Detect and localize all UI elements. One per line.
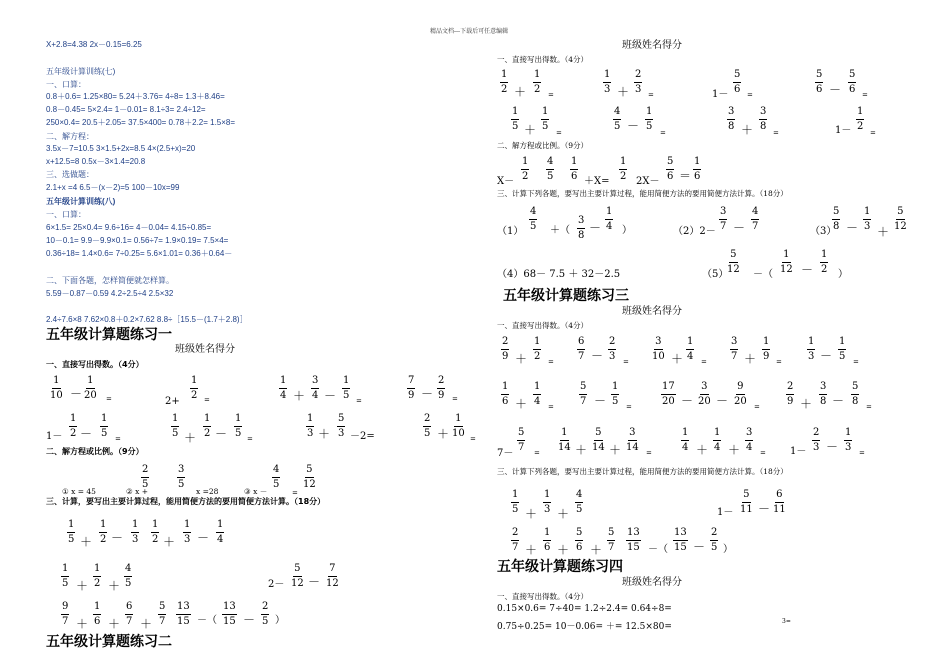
section-label: 二、下面各题，怎样简便就怎样算。 <box>46 276 174 285</box>
subtitle: 班级姓名得分 <box>622 40 682 51</box>
equation: ③ x － <box>244 487 268 496</box>
section-label: 一、口算： <box>46 80 86 89</box>
fraction: 7 9 <box>408 375 415 401</box>
text-line: 2.1+x =4 6.5－(x－2)=5 100－10x=99 <box>46 183 180 192</box>
question-label: （5） <box>702 269 729 280</box>
equation: ① x = 45 <box>62 487 96 496</box>
page-title: 五年级计算题练习四 <box>497 559 623 575</box>
text-line: 0.36÷18= 1.4×0.6= 7÷0.25= 5.6×1.01= 0.36＋0.64－ <box>46 249 233 258</box>
question-label: （2）2－ <box>673 226 716 237</box>
page-title: 五年级计算题练习一 <box>46 327 172 343</box>
page-title: 五年级计算题练习三 <box>503 288 629 304</box>
section-label: 三、选做题： <box>46 170 94 179</box>
question-label: （4）68－ 7.5 ＋ 32－2.5 <box>497 269 621 280</box>
fraction: 1 2 <box>191 375 198 401</box>
question-label: （1） <box>497 226 524 237</box>
subtitle: 班级姓名得分 <box>622 577 682 588</box>
section-label: 一、口算： <box>46 210 86 219</box>
text-line: 0.8＋0.6= 1.25×80= 5.24＋3.76= 4÷8= 1.3＋8.46= <box>46 92 225 101</box>
fraction: 1 5 <box>343 375 350 401</box>
text-line: 250×0.4= 20.5＋2.05= 37.5×400= 0.78＋2.2= 1.5×8= <box>46 118 236 127</box>
question-label: （3） <box>810 226 837 237</box>
section-title: 五年级计算训练(七) <box>46 67 116 76</box>
equation: X－ <box>497 176 515 187</box>
text-line: 3= <box>782 618 791 625</box>
section-label: 一、直接写出得数。（4分） <box>497 321 589 330</box>
text-line: 0.15×0.6= 7÷40= 1.2÷2.4= 0.64÷8= <box>497 604 672 614</box>
text-line: 3.5x－7=10.5 3×1.5+2x=8.5 4×(2.5+x)=20 <box>46 144 196 153</box>
text-line: 6×1.5= 25×0.4= 9.6÷16= 4－0.04= 4.15÷0.85= <box>46 223 212 232</box>
section-label: 一、直接写出得数。（4分） <box>497 592 589 601</box>
fraction: 1 4 <box>280 375 287 401</box>
section-label: 二、解方程或比例。（9分） <box>46 447 144 456</box>
section-label: 二、解方程： <box>46 132 94 141</box>
equation: ＋X= <box>584 176 610 187</box>
fraction: 1 20 <box>84 375 97 401</box>
section-label: 三、计算下列各题，要写出主要计算过程，能用简便方法的要用简便方法计算。（18分） <box>497 189 788 198</box>
section-label: 一、直接写出得数。（4分） <box>46 360 144 369</box>
page-title: 五年级计算题练习二 <box>46 634 172 650</box>
equation: ② x + <box>126 487 149 496</box>
expression-start: 7－ <box>497 448 514 459</box>
equation: 2X－ <box>636 176 660 187</box>
text-line: X+2.8=4.38 2x－0.15=6.25 <box>46 40 142 49</box>
section-label: 三、计算下列各题，要写出主要计算过程，能用简便方法的要用简便方法计算。（18分） <box>497 467 788 476</box>
page-header-note: 精品文档---下载后可任意编辑 <box>430 28 509 35</box>
text-line: x+12.5=8 0.5x－3×1.4=20.8 <box>46 157 146 166</box>
section-title: 五年级计算训练(八) <box>46 197 116 206</box>
fraction: 2 9 <box>438 375 445 401</box>
text-line: 2.4÷7.6×8 7.62×0.8＋0.2×7.62 8.8÷［15.5－(1.7＋2.8)］ <box>46 315 248 324</box>
text-line: 0.75÷0.25= 10－0.06= ＋= 12.5×80= <box>497 622 672 632</box>
subtitle: 班级姓名得分 <box>622 306 682 317</box>
text-line: 10－0.1= 9.9－9.9×0.1= 0.56÷7= 1.9×0.19= 7.5×4= <box>46 236 229 245</box>
text-line: 5.59－0.87－0.59 4.2÷2.5÷4 2.5×32 <box>46 289 174 298</box>
text-line: 0.8－0.45= 5×2.4= 1－0.01= 8.1÷3= 2.4÷12= <box>46 105 206 114</box>
section-label: 三、计算，要写出主要计算过程，能用简便方法的要用简便方法计算。（18分） <box>46 497 326 506</box>
section-label: 二、解方程或比例。（9分） <box>497 141 589 150</box>
section-label: 一、直接写出得数。（4分） <box>497 55 589 64</box>
equation: x =28 <box>196 487 219 496</box>
fraction: 1 10 <box>50 375 63 401</box>
fraction: 3 4 <box>312 375 319 401</box>
subtitle: 班级姓名得分 <box>175 344 235 355</box>
